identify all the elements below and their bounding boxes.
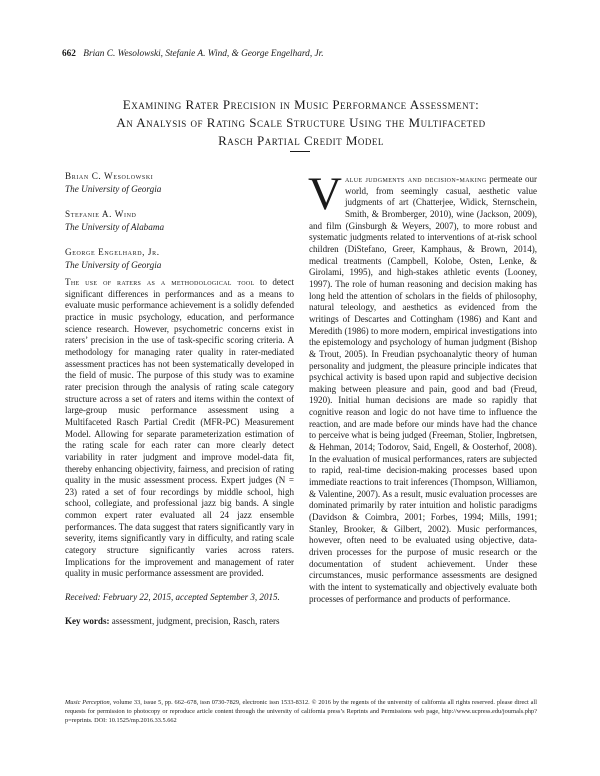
article-title bbox=[60, 96, 542, 150]
title-divider bbox=[290, 151, 310, 152]
title-line-2: An Analysis of Rating Scale Structure Using the Multifaceted bbox=[116, 115, 486, 130]
abstract-text: to detect significant differences in performances and as a means to evaluate music performance achievement is a solidly defended practice in music psychology, education, and performance science research. However, psychometric concerns exist in raters’ precision in the use of task-specific scoring criteria. A methodology for managing rater quality in rater-mediated assessment practices has not been systematically developed in the field of music. The purpose of this study was to examine rater precision through the analysis of rating scale category structure across a set of raters and items within the context of large-group music performance assessment using a Multifaceted Rasch Partial Credit (MFR-PC) Measurement Model. Allowing for separate parameterization estimation of the rating scale for each rater can more clearly detect variability in rater judgment and improve model-data fit, thereby enhancing objectivity, fairness, and precision of rating quality in the music assessment process. Expert judges (N = 23) rated a set of four recordings by middle school, high school, collegiate, and professional jazz big bands. A single common expert rater evaluated all 24 jazz ensemble performances. The data suggest that raters significantly vary in severity, items significantly vary in difficulty, and rating scale category structure significantly varies across raters. Implications for the improvement and management of rater quality in music performance assessment are provided. bbox=[65, 277, 294, 579]
keywords-text: assessment, judgment, precision, Rasch, raters bbox=[109, 615, 280, 626]
keywords-label: Key words: bbox=[65, 615, 110, 626]
author-block bbox=[65, 208, 285, 233]
body-text: permeate our world, from seemingly casual, aesthetic value judgments of art (Chatterjee, Widick, Sternschein, Smith, & Bromberger, 2010), wine (Jackson, 2009), and film (Ginsburgh & Weyers, 2007), to more robust and systematic judgments related to interventions of at-risk school children (DiStefano, Greer, Kamphaus, & Brown, 2014), medical treatments (Campbell, Kolobe, Osten, Lenke, & Girolami, 1995), and high-stakes athletic events (Looney, 1997). The role of human reasoning and decision making has long held the attention of scholars in the fields of philosophy, natural teleology, and aesthetics as evidenced from the writings of Descartes and Cottingham (1986) and Kant and Meredith (1986) to more modern, empirical investigations into the epistemology and psychology of human judgment (Bishop & Trout, 2005). In Freudian psychoanalytic theory of human personality and judgment, the pleasure principle indicates that psychical activity is based upon rapid and subjective decision making between pleasure and pain, good and bad (Freud, 1920). Initial human decisions are made so rapidly that cognitive reason and logic do not have time to influence the reaction, and are made before our minds have had the chance to perceive what is being judged (Freeman, Stolier, Ingbretsen, & Hehman, 2014; Todorov, Said, Engell, & Oosterhof, 2008). In the evaluation of musical performances, raters are subjected to rapid, real-time decision-making processes based upon immediate reactions to trait inferences (Thompson, Williamon, & Valentine, 2007). As a result, music evaluation processes are dominated primarily by rater intuition and holistic paradigms (Davidson & Coimbra, 2001; Forbes, 1994; Mills, 1991; Stanley, Brooker, & Gilbert, 2002). Music performances, however, often need to be evaluated using objective, data-driven processes for the purpose of music research or the documentation of student achievement. Under these circumstances, music performance assessments are designed with the intent to systematically and objectively evaluate both processes of performance and products of performance. bbox=[309, 174, 538, 604]
abstract bbox=[65, 277, 294, 580]
body-lead: alue judgments and decision-making bbox=[344, 174, 487, 184]
author-name: George Engelhard, Jr. bbox=[65, 247, 160, 257]
title-line-1: Examining Rater Precision in Music Performance Assessment: bbox=[122, 97, 480, 112]
author-affiliation: The University of Alabama bbox=[65, 221, 165, 232]
body-paragraph bbox=[308, 168, 538, 605]
author-list bbox=[65, 170, 285, 284]
footnote-text: volume 33, issue 5, pp. 662–678, issn 0730-7829, electronic issn 1533-8312. © 2016 by the regents of the university of california all rights reserved. please direct all requests for permission to photocopy or reproduce article content through the university of california press’s Reprints and Permissions web page, http://www.ucpress.edu/journals.php?p=reprints. DOI: 10.1525/mp.2016.33.5.662 bbox=[65, 699, 537, 724]
abstract-lead: The use of raters as a methodological tool bbox=[65, 277, 255, 287]
author-affiliation: The University of Georgia bbox=[65, 259, 162, 270]
title-line-3: Rasch Partial Credit Model bbox=[218, 133, 384, 148]
author-name: Brian C. Wesolowski bbox=[65, 171, 154, 181]
drop-cap: V bbox=[308, 168, 342, 220]
running-head bbox=[62, 49, 324, 59]
journal-name: Music Perception, bbox=[65, 699, 112, 706]
keywords bbox=[65, 616, 294, 628]
received-dates: Received: February 22, 2015, accepted September 3, 2015. bbox=[65, 592, 280, 603]
author-block bbox=[65, 246, 285, 271]
running-head-authors: Brian C. Wesolowski, Stefanie A. Wind, & George Engelhard, Jr. bbox=[83, 49, 324, 59]
journal-footnote bbox=[65, 698, 537, 725]
right-column bbox=[308, 168, 538, 605]
author-affiliation: The University of Georgia bbox=[65, 183, 162, 194]
left-column bbox=[65, 277, 294, 627]
author-name: Stefanie A. Wind bbox=[65, 209, 137, 219]
page-number: 662 bbox=[62, 49, 76, 59]
author-block bbox=[65, 170, 285, 195]
